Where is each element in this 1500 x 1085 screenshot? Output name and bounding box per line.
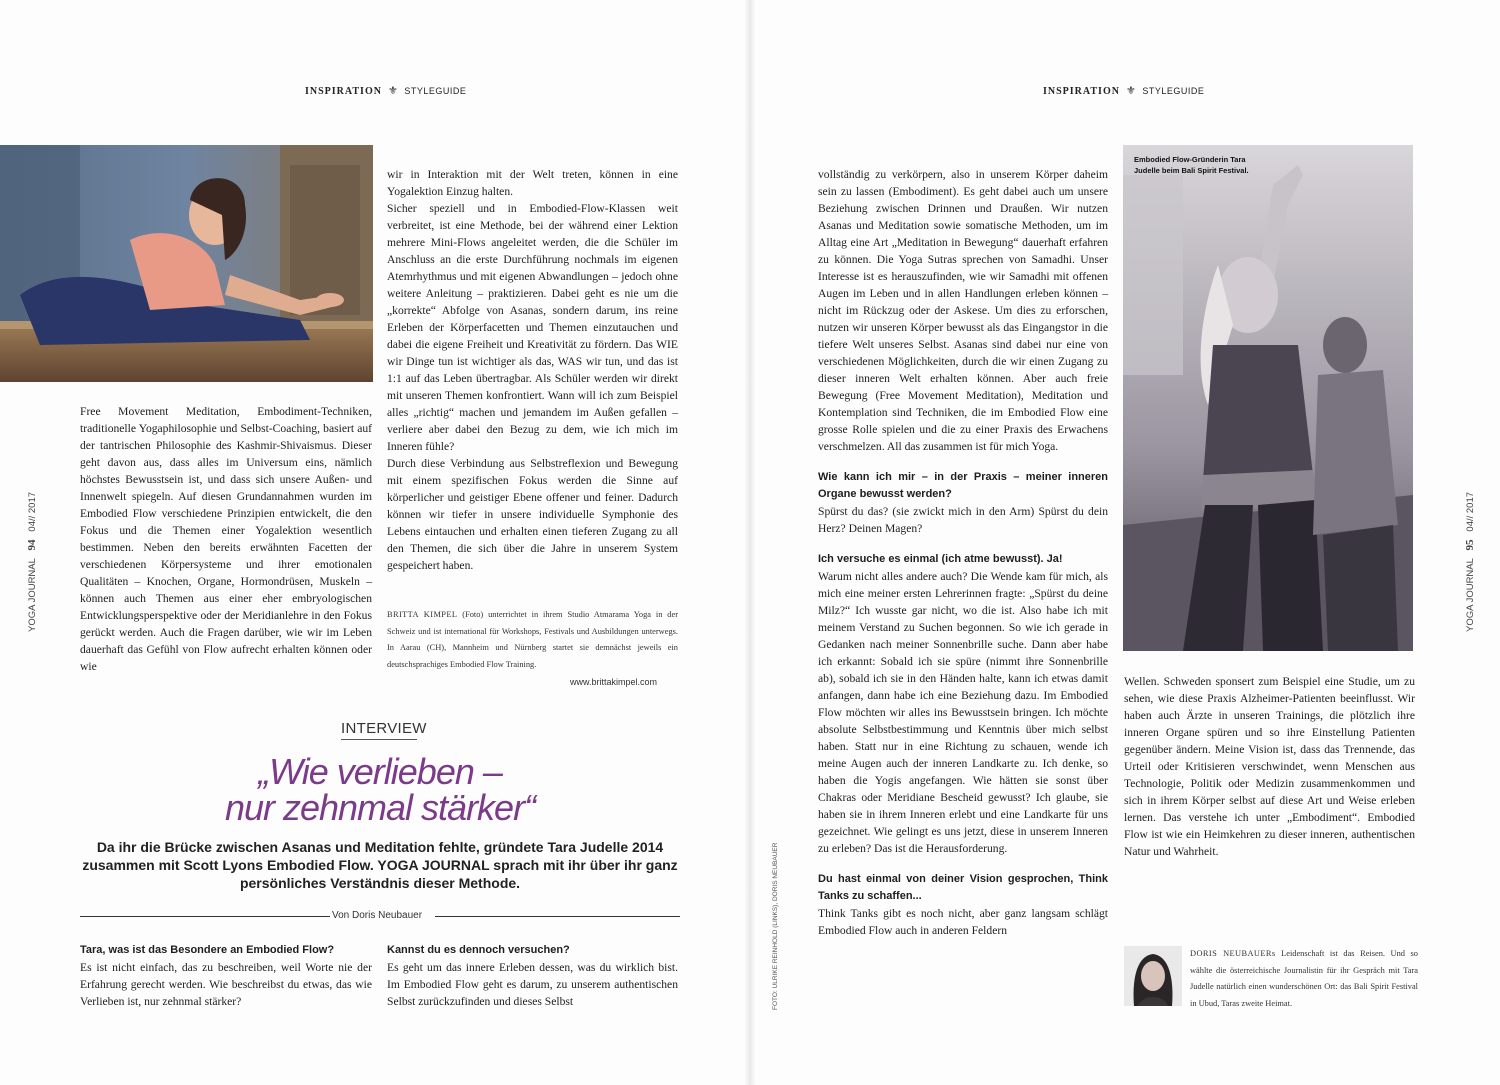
interview-answer: Es geht um das innere Erleben dessen, was du wirklich bist. Im Embodied Flow geht es darum, zu unserem authentischen Selbst zurückzufinden und dieses Selbst — [387, 961, 678, 1008]
interview-question: Du hast einmal von deiner Vision gesprochen, Think Tanks zu schaffen... — [818, 873, 1108, 902]
byline-rule-right — [435, 916, 680, 917]
body-paragraph: wir in Interaktion mit der Welt treten, können in eine Yogalektion Einzug halten. — [387, 168, 678, 198]
qa-block-2 — [387, 942, 678, 1010]
byline-rule-left — [80, 916, 330, 917]
page-number: 95 — [1464, 539, 1476, 551]
website-link[interactable]: www.brittakimpel.com — [570, 677, 658, 687]
running-head-right — [1043, 84, 1204, 97]
body-paragraph: Durch diese Verbindung aus Selbstreflexion und Bewegung mit einem spezifischen Fokus werden die Sinne auf körperlicher und geistiger Ebene offener und feiner. Dadurch können wir tiefer in unsere individuelle Symphonie des Lebens eintauchen und erhalten einen tieferen Zugang zu all den Themen, die sich über die Jahre in unserem System gespeichert haben. — [387, 457, 678, 572]
byline-text: Von Doris Neubauer — [332, 910, 423, 921]
running-head-section: STYLEGUIDE — [1142, 86, 1205, 96]
right-body-column-1 — [818, 166, 1108, 939]
folio-issue: 04// 2017 — [1465, 491, 1476, 532]
folio-right — [1464, 492, 1476, 632]
body-paragraph: Sicher speziell und in Embodied-Flow-Klassen weit verbreitet, ist eine Methode, bei der während einer Lektion mehrere Mini-Flows angeleitet werden, die die Schüler im Anschluss an die erste Durchführung nochmals im eigenen Atemrhythmus und mit eigenen Abwandlungen – jedoch ohne weitere Anleitung – praktizieren. Dabei geht es nie um die „korrekte“ Abfolge von Asanas, sondern darum, ins reine Erleben der Körperfacetten und Themen einzutauchen und dabei die eigene Freiheit und Kreativität zu fördern. Das WIE wir Dinge tun ist wichtiger als das, WAS wir tun, und das ist 1:1 auf das Leben übertragbar. Als Schüler werden wir direkt mit unseren Themen konfrontiert. Wann will ich zum Beispiel alles „richtig“ machen und jemandem im Außen gefallen – verliere aber dabei den Bezug zu dem, wie ich mich im Inneren fühle? — [387, 202, 678, 453]
photo-tara-bench-image — [0, 145, 373, 382]
fleur-ornament-icon: ⚜ — [387, 85, 399, 97]
body-paragraph: vollständig zu verkörpern, also in unserem Körper daheim sein zu lassen (Embodiment). Es geht dabei auch um unsere Beziehung zwischen Drinnen und Draußen. Wir nutzen Asanas und Meditation sowie somatische Methoden, um im Alltag eine Art „Meditation in Bewegung“ dauerhaft erfahren zu können. Die Yoga Sutras sprechen von Samadhi. Unser Interesse ist es herauszufinden, wie wir Samadhi mit offenen Augen im Leben und in allen Handlungen erleben können – nicht im Rückzug oder der Askese. Um dies zu erforschen, nutzen wir unseren Körper bewusst als das Eingangstor in die tiefere Welt unseres Selbst. Asanas sind dabei nur eine von verschiedenen Möglichkeiten, durch die wir einen Zugang zu dieser inneren Welt erhalten können. Aber auch freie Bewegung (Free Movement Meditation), Meditation und Kontemplation sind Techniken, die im Embodied Flow eine grosse Rolle spielen und die zu einer Praxis des Erwachens verschmelzen. All das zusammen ist für mich Yoga. — [818, 168, 1108, 453]
portrait-avatar-image — [1124, 946, 1182, 1006]
running-head-section: STYLEGUIDE — [404, 86, 467, 96]
article-lead: Da ihr die Brücke zwischen Asanas und Meditation fehlte, gründete Tara Judelle 2014 zusammen mit Scott Lyons Embodied Flow. YOGA JOURNAL sprach mit ihr über ihr ganz persönliches Verständnis dieser Methode. — [82, 839, 678, 891]
headline-line-1: „Wie verlieben – — [258, 751, 502, 792]
left-body-column-1 — [80, 403, 372, 675]
bio-text: (Foto) unterrichtet in ihrem Studio Atmarama Yoga in der Schweiz und ist international für Workshops, Festivals und Ausbildungen unterwegs. In Aarau (CH), Mannheim und Nürnberg startet sie demnächst jeweils ein deutschsprachiges Embodied Flow Training. — [387, 610, 679, 669]
photo-credit: FOTO: ULRIKE REINHOLD (LINKS), DORIS NEUBAUER — [772, 842, 779, 1010]
interview-label: INTERVIEW — [341, 720, 427, 737]
interview-answer: Es ist nicht einfach, das zu beschreiben, weil Worte nie der Erfahrung gerecht werden. Wie beschreibst du etwas, das wie Verlieben ist, nur zehnmal stärker? — [80, 961, 372, 1008]
gutter — [744, 0, 756, 1085]
bio-name: DORIS NEUBAUERs — [1190, 949, 1276, 958]
page-number: 94 — [26, 539, 38, 551]
author-bio-doris — [1190, 946, 1418, 1012]
photo-tara-festival-image — [1123, 145, 1413, 651]
interview-question: Wie kann ich mir – in der Praxis – meiner inneren Organe bewusst werden? — [818, 471, 1108, 500]
interview-answer: Spürst du das? (sie zwickt mich in den Arm) Spürst du dein Herz? Deinen Magen? — [818, 505, 1108, 535]
caption-line: Judelle beim Bali Spirit Festival. — [1134, 166, 1249, 175]
photo-caption — [1134, 154, 1249, 176]
right-body-column-2 — [1124, 673, 1415, 860]
body-paragraph: Free Movement Meditation, Embodiment-Techniken, traditionelle Yogaphilosophie und Selbst-Coaching, basiert auf der tantrischen Philosophie des Kashmir-Shivaismus. Dieser geht davon aus, dass alles im Universum eins, nämlich höchstes Bewusstsein ist, und dass sich unsere Außen- und Innenwelt spiegeln. Auf diesen Grundannahmen wurden im Embodied Flow verschiedene Prinzipien entwickelt, die den Fokus und die Themen einer Yogalektion wesentlich bestimmen. Neben den bereits erwähnten Facetten der verschiedenen Körpersysteme und ihrer emotionalen Qualitäten – Knochen, Organe, Hormondrüsen, Muskeln – können auch Themen aus einer eher embryologischen Entwicklungsperspektive oder der Meridianlehre in den Fokus gerückt werden. Auch die Fragen darüber, wie wir im Leben dauerhaft das Gefühl von Flow aufrecht erhalten können oder wie — [80, 405, 372, 673]
byline — [80, 910, 680, 924]
bio-text: Leidenschaft ist das Reisen. Und so wählte die österreichische Journalistin für ihr Gespräch mit Tara Judelle natürlich einen wunderschönen Ort: das Bali Spirit Festival in Ubud, Taras zweite Heimat. — [1190, 949, 1418, 1008]
folio-left — [26, 492, 38, 632]
qa-block-1 — [80, 942, 372, 1010]
interview-question: Tara, was ist das Besondere an Embodied Flow? — [80, 944, 335, 956]
photo-tara-festival — [1123, 145, 1413, 651]
photo-tara-bench — [0, 145, 373, 382]
body-paragraph: Wellen. Schweden sponsert zum Beispiel eine Studie, um zu sehen, wie diese Praxis Alzheimer-Patienten beeinflusst. Wir haben auch Ärzte in unseren Trainings, die plötzlich ihre inneren Organe spüren und so ihre Einstellung Patienten gegenüber ändern. Meine Vision ist, dass das Trennende, das Urteil oder Kritisieren verschwindet, wenn Menschen aus Technologie, Politik oder Medizin zusammenkommen und sich in ihrem Körper selbst auf diese Art und Weise erleben lernen. Das verstehe ich unter „Embodiment“. Embodied Flow ist wie ein Heimkehren zu dieser inneren, authentischen Natur und Wahrheit. — [1124, 675, 1415, 858]
author-bio-britta — [387, 607, 678, 673]
interview-answer: Warum nicht alles andere auch? Die Wende kam für mich, als mich eine meiner ersten Lehrerinnen fragte: „Spürst du deine Milz?“ Ich wusste gar nicht, wo die ist. Also habe ich mit meinem Verstand zu Suchen begonnen. So wie ich gerade in Gedanken nach meiner Sonnenbrille suche. Dann aber habe ich erkannt: Sobald ich sie spüre (nimmt ihre Sonnenbrille ab), sobald ich sie in den Händen halte, kann ich etwas damit anfangen, dann habe ich eine Beziehung dazu. Im Embodied Flow möchten wir alles ins Bewusstsein bringen. Ich möchte absolute Selbstbestimmung und Kenntnis über mich selbst haben. Statt nur in eine Richtung zu schauen, wende ich meine Augen auch der inneren Landkarte zu. Ich denke, so haben die Yogis angefangen. Wie hätten sie sonst über Chakras oder Meridiane Bescheid gewusst? Ich glaube, sie haben sie in ihrem Inneren erlebt und eine Landkarte für uns gezeichnet. Wie gelingt es uns jetzt, diese in unserem Inneren zu erleben? Das ist die Herausforderung. — [818, 570, 1108, 855]
interview-question: Ich versuche es einmal (ich atme bewusst). Ja! — [818, 553, 1063, 565]
headline-line-2: nur zehnmal stärker“ — [224, 787, 536, 828]
author-portrait-doris — [1124, 946, 1182, 1006]
folio-magazine: YOGA JOURNAL — [27, 558, 38, 632]
caption-line: Embodied Flow-Gründerin Tara — [1134, 155, 1246, 164]
running-head-left — [305, 84, 466, 97]
bio-name: BRITTA KIMPEL — [387, 610, 458, 619]
running-head-category: INSPIRATION — [1043, 86, 1120, 97]
folio-magazine: YOGA JOURNAL — [1465, 558, 1476, 632]
interview-underline — [341, 739, 417, 740]
interview-answer: Think Tanks gibt es noch nicht, aber ganz langsam schlägt Embodied Flow auch in anderen Feldern — [818, 907, 1108, 937]
running-head-category: INSPIRATION — [305, 86, 382, 97]
interview-question: Kannst du es dennoch versuchen? — [387, 944, 570, 956]
folio-issue: 04// 2017 — [27, 491, 38, 532]
fleur-ornament-icon: ⚜ — [1125, 85, 1137, 97]
left-body-column-2 — [387, 166, 678, 574]
article-headline — [150, 751, 610, 828]
